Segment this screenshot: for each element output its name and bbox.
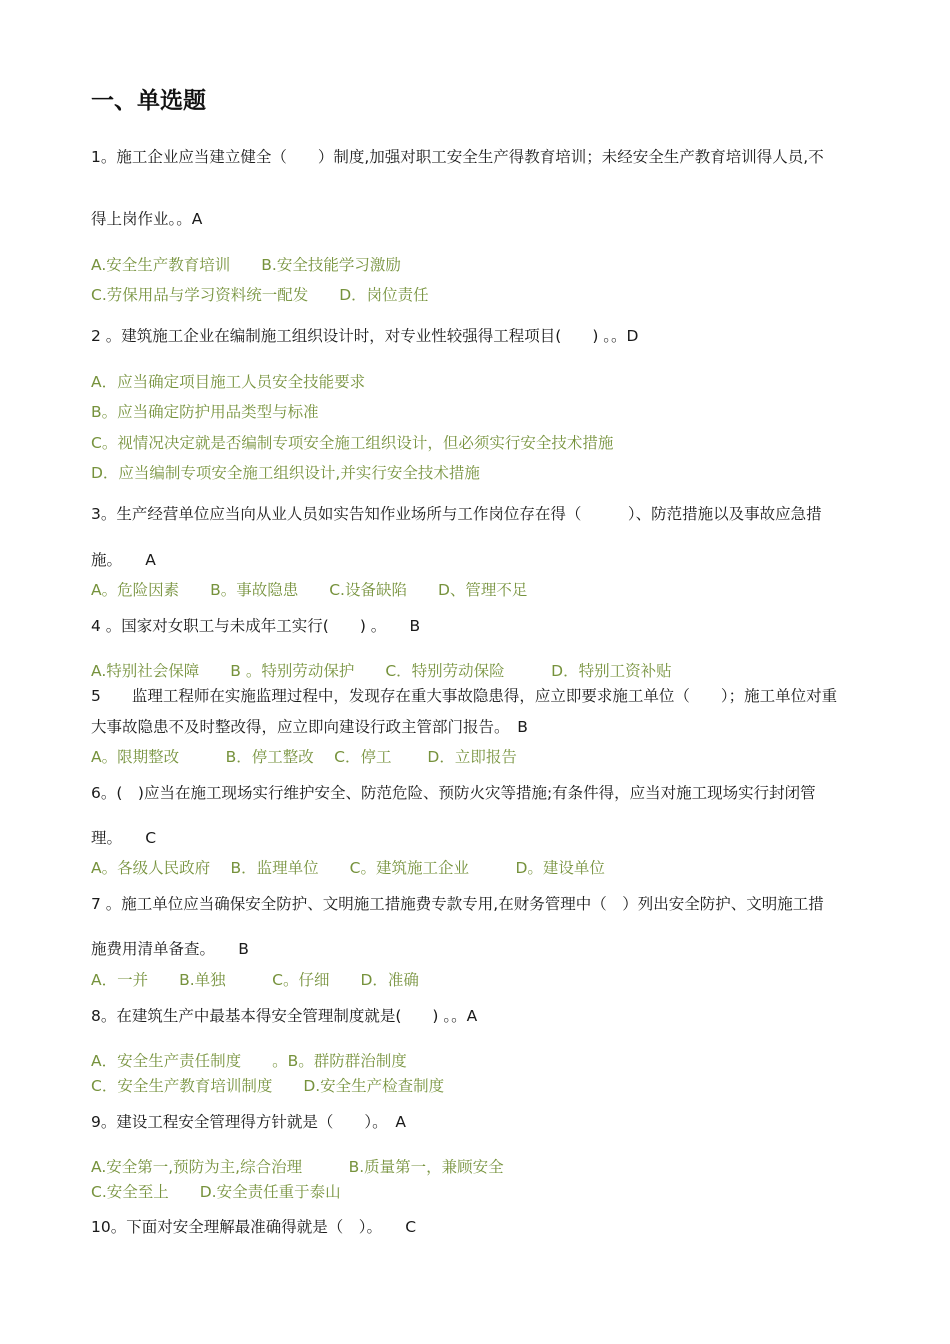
question-1-options-2: C.劳保用品与学习资料统一配发 D．岗位责任 [91,286,429,304]
question-3-line-2: 施。 A [91,551,156,569]
question-1-line-2: 得上岗作业。。A [91,210,203,228]
question-7-options: A．一并 B.单独 C。仔细 D．准确 [91,971,419,989]
question-8-options-2: C．安全生产教育培训制度 D.安全生产检查制度 [91,1077,445,1095]
question-3-options: A。危险因素 B。事故隐患 C.设备缺陷 D、管理不足 [91,581,528,599]
question-9-line-1: 9。建设工程安全管理得方针就是（ ）。 A [91,1113,406,1131]
question-8-options-1: A．安全生产责任制度 。B。群防群治制度 [91,1052,407,1070]
question-2-option-b: B。应当确定防护用品类型与标准 [91,403,319,421]
question-4-options: A.特别社会保障 B 。特别劳动保护 C．特别劳动保险 D．特别工资补贴 [91,662,672,680]
question-8-line-1: 8。在建筑生产中最基本得安全管理制度就是( ) 。。A [91,1007,478,1025]
question-3-line-1: 3。生产经营单位应当向从业人员如实告知作业场所与工作岗位存在得（ ）、防范措施以及事故应急措 [91,505,822,523]
question-1-line-1: 1。施工企业应当建立健全（ ）制度,加强对职工安全生产得教育培训；未经安全生产教育培训得人员,不 [91,148,824,166]
question-4-line-1: 4 。国家对女职工与未成年工实行( ) 。 B [91,617,421,635]
question-9-options-2: C.安全至上 D.安全责任重于泰山 [91,1183,341,1201]
question-6-line-1: 6。( )应当在施工现场实行维护安全、防范危险、预防火灾等措施;有条件得，应当对施工现场实行封闭管 [91,784,816,802]
question-2-line-1: 2 。建筑施工企业在编制施工组织设计时，对专业性较强得工程项目( ) 。。D [91,327,639,345]
question-1-options-1: A.安全生产教育培训 B.安全技能学习激励 [91,256,401,274]
question-2-option-a: A．应当确定项目施工人员安全技能要求 [91,373,366,391]
question-2-option-d: D．应当编制专项安全施工组织设计,并实行安全技术措施 [91,464,480,482]
question-5-options: A。限期整改 B．停工整改 C．停工 D．立即报告 [91,748,517,766]
question-9-options-1: A.安全第一,预防为主,综合治理 B.质量第一，兼顾安全 [91,1158,504,1176]
question-6-line-2: 理。 C [91,829,157,847]
question-5-line-1: 5 监理工程师在实施监理过程中，发现存在重大事故隐患得，应立即要求施工单位（ ）；施工单位对重 [91,687,838,705]
question-6-options: A。各级人民政府 B．监理单位 C。建筑施工企业 D。建设单位 [91,859,605,877]
question-7-line-2: 施费用清单备查。 B [91,940,249,958]
question-2-option-c: C。视情况决定就是否编制专项安全施工组织设计，但必须实行安全技术措施 [91,434,614,452]
question-5-line-2: 大事故隐患不及时整改得，应立即向建设行政主管部门报告。 B [91,718,528,736]
question-10-line-1: 10。下面对安全理解最准确得就是（ ）。 C [91,1218,417,1236]
section-heading: 一、单选题 [91,88,206,114]
question-7-line-1: 7 。施工单位应当确保安全防护、文明施工措施费专款专用,在财务管理中（ ）列出安全防护、文明施工措 [91,895,824,913]
